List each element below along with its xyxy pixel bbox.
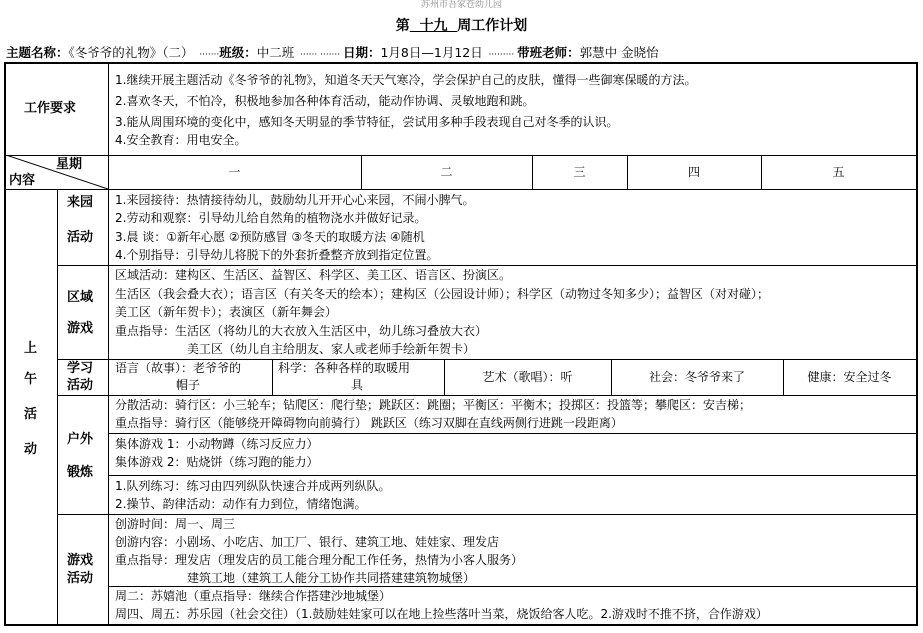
outdoor-drill-line-1: 1.队列练习：练习由四列纵队快速合并成两列纵队。 <box>115 479 391 493</box>
study-wed: 艺术（歌唱）：听 <box>482 370 573 384</box>
row-divider <box>57 514 916 515</box>
date-value: 1月8日—1月12日 <box>380 45 483 60</box>
study-mon-line1: 语言（故事）：老爷爷的 <box>115 361 242 375</box>
morning-label-char-1: 上 <box>24 341 38 356</box>
separator-dots: ········· <box>482 50 518 60</box>
study-thu: 社会：冬爷爷来了 <box>648 370 745 384</box>
outdoor-label-line1: 户外 <box>67 432 94 447</box>
day-header-tue: 二 <box>440 165 453 179</box>
outdoor-label-line2: 锻炼 <box>67 465 94 480</box>
class-value: 中二班 <box>256 45 295 60</box>
column-divider <box>272 359 273 395</box>
requirements-label: 工作要求 <box>24 101 77 116</box>
area-line-1: 区域活动：建构区、生活区、益智区、科学区、美工区、语言区、扮演区。 <box>115 268 512 282</box>
page-title <box>0 15 923 35</box>
area-line-2: 生活区（我会叠大衣）；语言区（有关冬天的绘本）；建构区（公园设计师）；科学区（动物过冬知多少）；益智区（对对碰）； <box>115 287 770 301</box>
day-header-mon: 一 <box>228 165 241 179</box>
row-divider <box>6 155 916 156</box>
teacher-value: 郭慧中 金晓怡 <box>579 45 659 60</box>
day-header-thu: 四 <box>687 165 700 179</box>
theme-label: 主题名称： <box>6 45 69 60</box>
date-label: 日期： <box>342 45 381 60</box>
column-divider <box>57 189 58 624</box>
study-label-line1: 学习 <box>67 361 94 376</box>
teacher-label: 带班老师： <box>517 45 580 60</box>
day-header-wed: 三 <box>573 165 586 179</box>
day-header-fri: 五 <box>832 165 845 179</box>
game-time-line: 创游时间：周一、周三 <box>115 517 236 531</box>
requirement-item-1: 1.继续开展主题活动《冬爷爷的礼物》，知道冬天天气寒冷，学会保护自己的皮肤，懂得一些御寒保暖的方法。 <box>115 73 697 87</box>
morning-label-char-3: 活 <box>24 407 38 422</box>
study-tue-line1: 科学：各种各样的取暖用 <box>278 361 411 375</box>
outdoor-drill-line-2: 2.操节、韵律活动：动作有力到位，情绪饱满。 <box>115 497 367 511</box>
game-focus-line-2: 建筑工地（建筑工人能分工协作共同搭建建筑物城堡） <box>187 571 476 585</box>
title-prefix: 第 <box>395 18 410 34</box>
study-label-line2: 活动 <box>67 378 94 393</box>
game-label-line2: 活动 <box>67 571 94 586</box>
arrival-line-2: 2.劳动和观察：引导幼儿给自然角的植物浇水并做好记录。 <box>115 211 427 225</box>
outdoor-group-game-1: 集体游戏 1：小动物蹲（练习反应力） <box>115 437 319 451</box>
row-divider <box>57 265 916 266</box>
row-divider <box>108 475 916 476</box>
game-tuesday-line: 周二：苏嬉池（重点指导：继续合作搭建沙地城堡） <box>115 589 392 603</box>
row-divider <box>57 395 916 396</box>
corner-weekday-label: 星期 <box>56 157 83 172</box>
arrival-line-3: 3.晨 谈：①新年心愿 ②预防感冒 ③冬天的取暖方法 ④随机 <box>115 230 425 244</box>
requirement-item-2: 2.喜欢冬天，不怕冷，积极地参加各种体育活动，能动作协调、灵敏地跑和跳。 <box>115 94 535 108</box>
class-label: 班级： <box>219 45 257 60</box>
column-divider <box>108 64 109 624</box>
requirement-item-3: 3.能从周围环境的变化中，感知冬天明显的季节特征，尝试用多种手段表现自己对冬季的认识。 <box>115 115 619 129</box>
school-header-note: 苏州市吾家苍幼儿园 <box>420 0 502 10</box>
separator-dots: ······ ······· <box>294 50 343 60</box>
area-line-3: 美工区（新年贺卡）；表演区（新年舞会） <box>115 305 338 319</box>
title-suffix: 周工作计划 <box>457 18 528 34</box>
separator-dots: ······· <box>193 50 220 60</box>
arrival-label-line2: 活动 <box>67 230 94 245</box>
area-label-line1: 区域 <box>67 290 94 305</box>
game-content-line: 创游内容：小剧场、小吃店、加工厂、银行、建筑工地、娃娃家、理发店 <box>115 535 500 549</box>
corner-content-label: 内容 <box>9 173 36 188</box>
outdoor-dispersed-line: 分散活动：骑行区：小三轮车；钻爬区：爬行垫；跳跃区：跳圈；平衡区：平衡木；投掷区：投篮等；攀爬区：安吉梯； <box>115 398 752 412</box>
morning-label-char-4: 动 <box>24 442 38 457</box>
plan-table <box>4 62 918 626</box>
requirement-item-4: 4.安全教育：用电安全。 <box>115 133 247 147</box>
morning-label-char-2: 午 <box>24 372 38 387</box>
area-label-line2: 游戏 <box>67 321 94 336</box>
study-tue-line2: 具 <box>351 378 364 392</box>
arrival-label-line1: 来园 <box>67 195 94 210</box>
area-line-4: 重点指导：生活区（将幼儿的大衣放入生活区中，幼儿练习叠放大衣） <box>115 324 488 338</box>
area-line-5: 美工区（幼儿自主给朋友、家人或老师手绘新年贺卡） <box>187 342 476 356</box>
game-thu-fri-line: 周四、周五：苏乐园（社会交往）（1.鼓励娃娃家可以在地上捡些落叶当菜，烧饭给客人吃。2.游戏时不推不挤，合作游戏） <box>115 607 768 621</box>
row-divider <box>6 189 916 190</box>
outdoor-focus-line: 重点指导：骑行区（能够绕开障碍物向前骑行） 跳跃区（练习双脚在直线两侧行进跳一段距离） <box>115 416 623 430</box>
study-fri: 健康：安全过冬 <box>807 370 892 384</box>
row-divider <box>108 433 916 434</box>
title-week-value: 十九 <box>419 18 448 34</box>
study-mon-line2: 帽子 <box>176 378 201 392</box>
game-label-line1: 游戏 <box>67 553 94 568</box>
outdoor-group-game-2: 集体游戏 2：贴烧饼（练习跑的能力） <box>115 455 319 469</box>
game-focus-line: 重点指导：理发店（理发店的员工能合理分配工作任务，热情为小客人服务） <box>115 553 524 567</box>
arrival-line-4: 4.个别指导：引导幼儿将脱下的外套折叠整齐放到指定位置。 <box>115 248 439 262</box>
arrival-line-1: 1.来园接待：热情接待幼儿，鼓励幼儿开开心心来园，不闹小脾气。 <box>115 193 475 207</box>
theme-value: 《冬爷爷的礼物》（二） <box>68 45 194 60</box>
title-week-number <box>410 18 458 34</box>
plan-meta-row <box>6 43 921 61</box>
